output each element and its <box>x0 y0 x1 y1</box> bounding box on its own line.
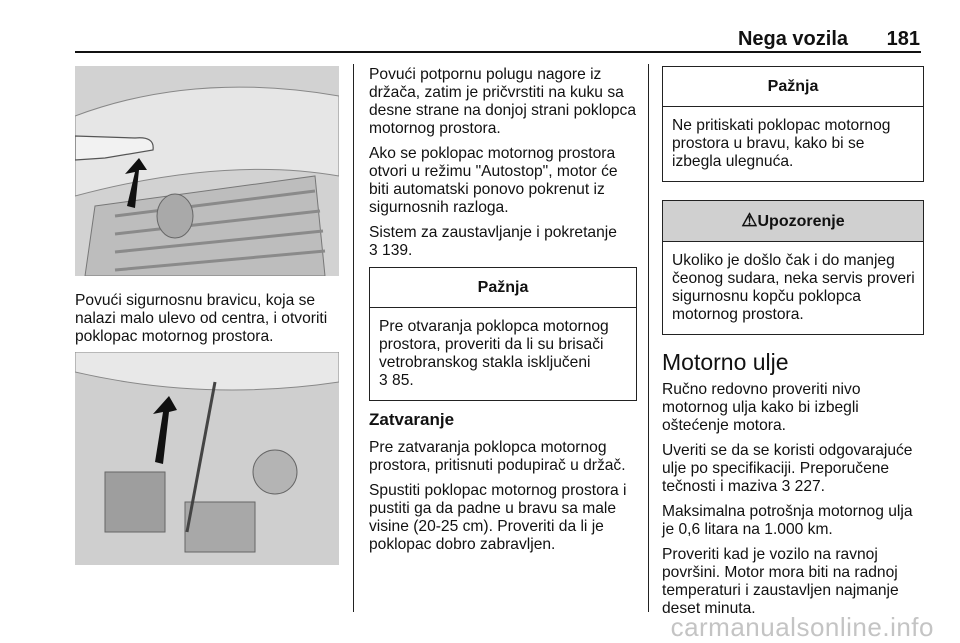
cross-ref-icon: 3 <box>369 242 378 259</box>
column-divider-2 <box>648 64 649 612</box>
running-header-title: Nega vozila <box>737 28 848 50</box>
watermark: carmanualsonline.info <box>670 612 934 642</box>
notice-text: Ne pritiskati poklopac motornog prostora u bravu, kako bi se izbegla ulegnuća. <box>672 117 891 170</box>
paragraph-oil-conditions: Proveriti kad je vozilo na ravnoj površini. Motor mora biti na radnoj temperaturi i zaustavljen najmanje deset minuta. <box>662 546 899 617</box>
notice-title: Pažnja <box>663 67 923 107</box>
paragraph-closing-2: Spustiti poklopac motornog prostora i pustiti ga da padne u bravu sa male visine (20-25 cm). Proveriti da li je poklopac dobro zabravljen. <box>369 482 627 553</box>
warning-triangle-icon: ⚠ <box>741 210 758 230</box>
page-number: 181 <box>886 28 920 50</box>
paragraph-oil-consumption: Maksimalna potrošnja motornog ulja je 0,6 litara na 1.000 km. <box>662 503 913 538</box>
paragraph-oil-check: Ručno redovno proveriti nivo motornog ulja kako bi izbegli oštećenje motora. <box>662 381 861 434</box>
figure-support-rod <box>75 352 339 565</box>
warning-title: ⚠Upozorenje <box>663 201 923 242</box>
cross-ref-link[interactable]: 85. <box>392 372 414 389</box>
cross-ref-icon: 3 <box>781 478 791 495</box>
column-divider-1 <box>353 64 354 612</box>
header-rule <box>75 51 921 53</box>
notice-title: Pažnja <box>370 268 636 308</box>
cross-ref-link[interactable]: 227. <box>794 478 825 495</box>
notice-text: Pre otvaranja poklopca motornog prostora, proveriti da li su brisači vetrobranskog stakla isključeni 3 85. <box>379 318 609 389</box>
section-title-engine-oil: Motorno ulje <box>662 349 789 375</box>
paragraph-oil-spec: Uveriti se da se koristi odgovarajuće ulje po specifikaciji. Preporučene tečnosti i maziva 3 227. <box>662 442 913 495</box>
paragraph-stop-start-ref: Sistem za zaustavljanje i pokretanje 3 139. <box>369 224 617 259</box>
notice-box-dents <box>662 66 924 182</box>
cross-ref-icon: 3 <box>379 372 388 389</box>
figure-hood-latch-release <box>75 66 339 276</box>
paragraph-closing-1: Pre zatvaranja poklopca motornog prostora, pritisnuti podupirač u držač. <box>369 439 626 474</box>
cross-ref-link[interactable]: 139. <box>382 242 413 259</box>
paragraph-autostop: Ako se poklopac motornog prostora otvori u režimu "Autostop", motor će biti automatski ponovo pokrenut iz sigurnosnih razloga. <box>369 145 618 216</box>
subheading-closing: Zatvaranje <box>369 410 455 429</box>
warning-box <box>662 200 924 335</box>
notice-box-wipers <box>369 267 637 401</box>
caption-open-hood: Povući sigurnosnu bravicu, koja se nalazi malo ulevo od centra, i otvoriti poklopac motornog prostora. <box>75 292 328 345</box>
paragraph-support-rod: Povući potpornu polugu nagore iz držača, zatim je pričvrstiti na kuku sa desne strane na donjoj strani poklopca motornog prostora. <box>369 66 637 137</box>
warning-text: Ukoliko je došlo čak i do manjeg čeonog sudara, neka servis proveri sigurnosnu kopču poklopca motornog prostora. <box>672 252 915 323</box>
